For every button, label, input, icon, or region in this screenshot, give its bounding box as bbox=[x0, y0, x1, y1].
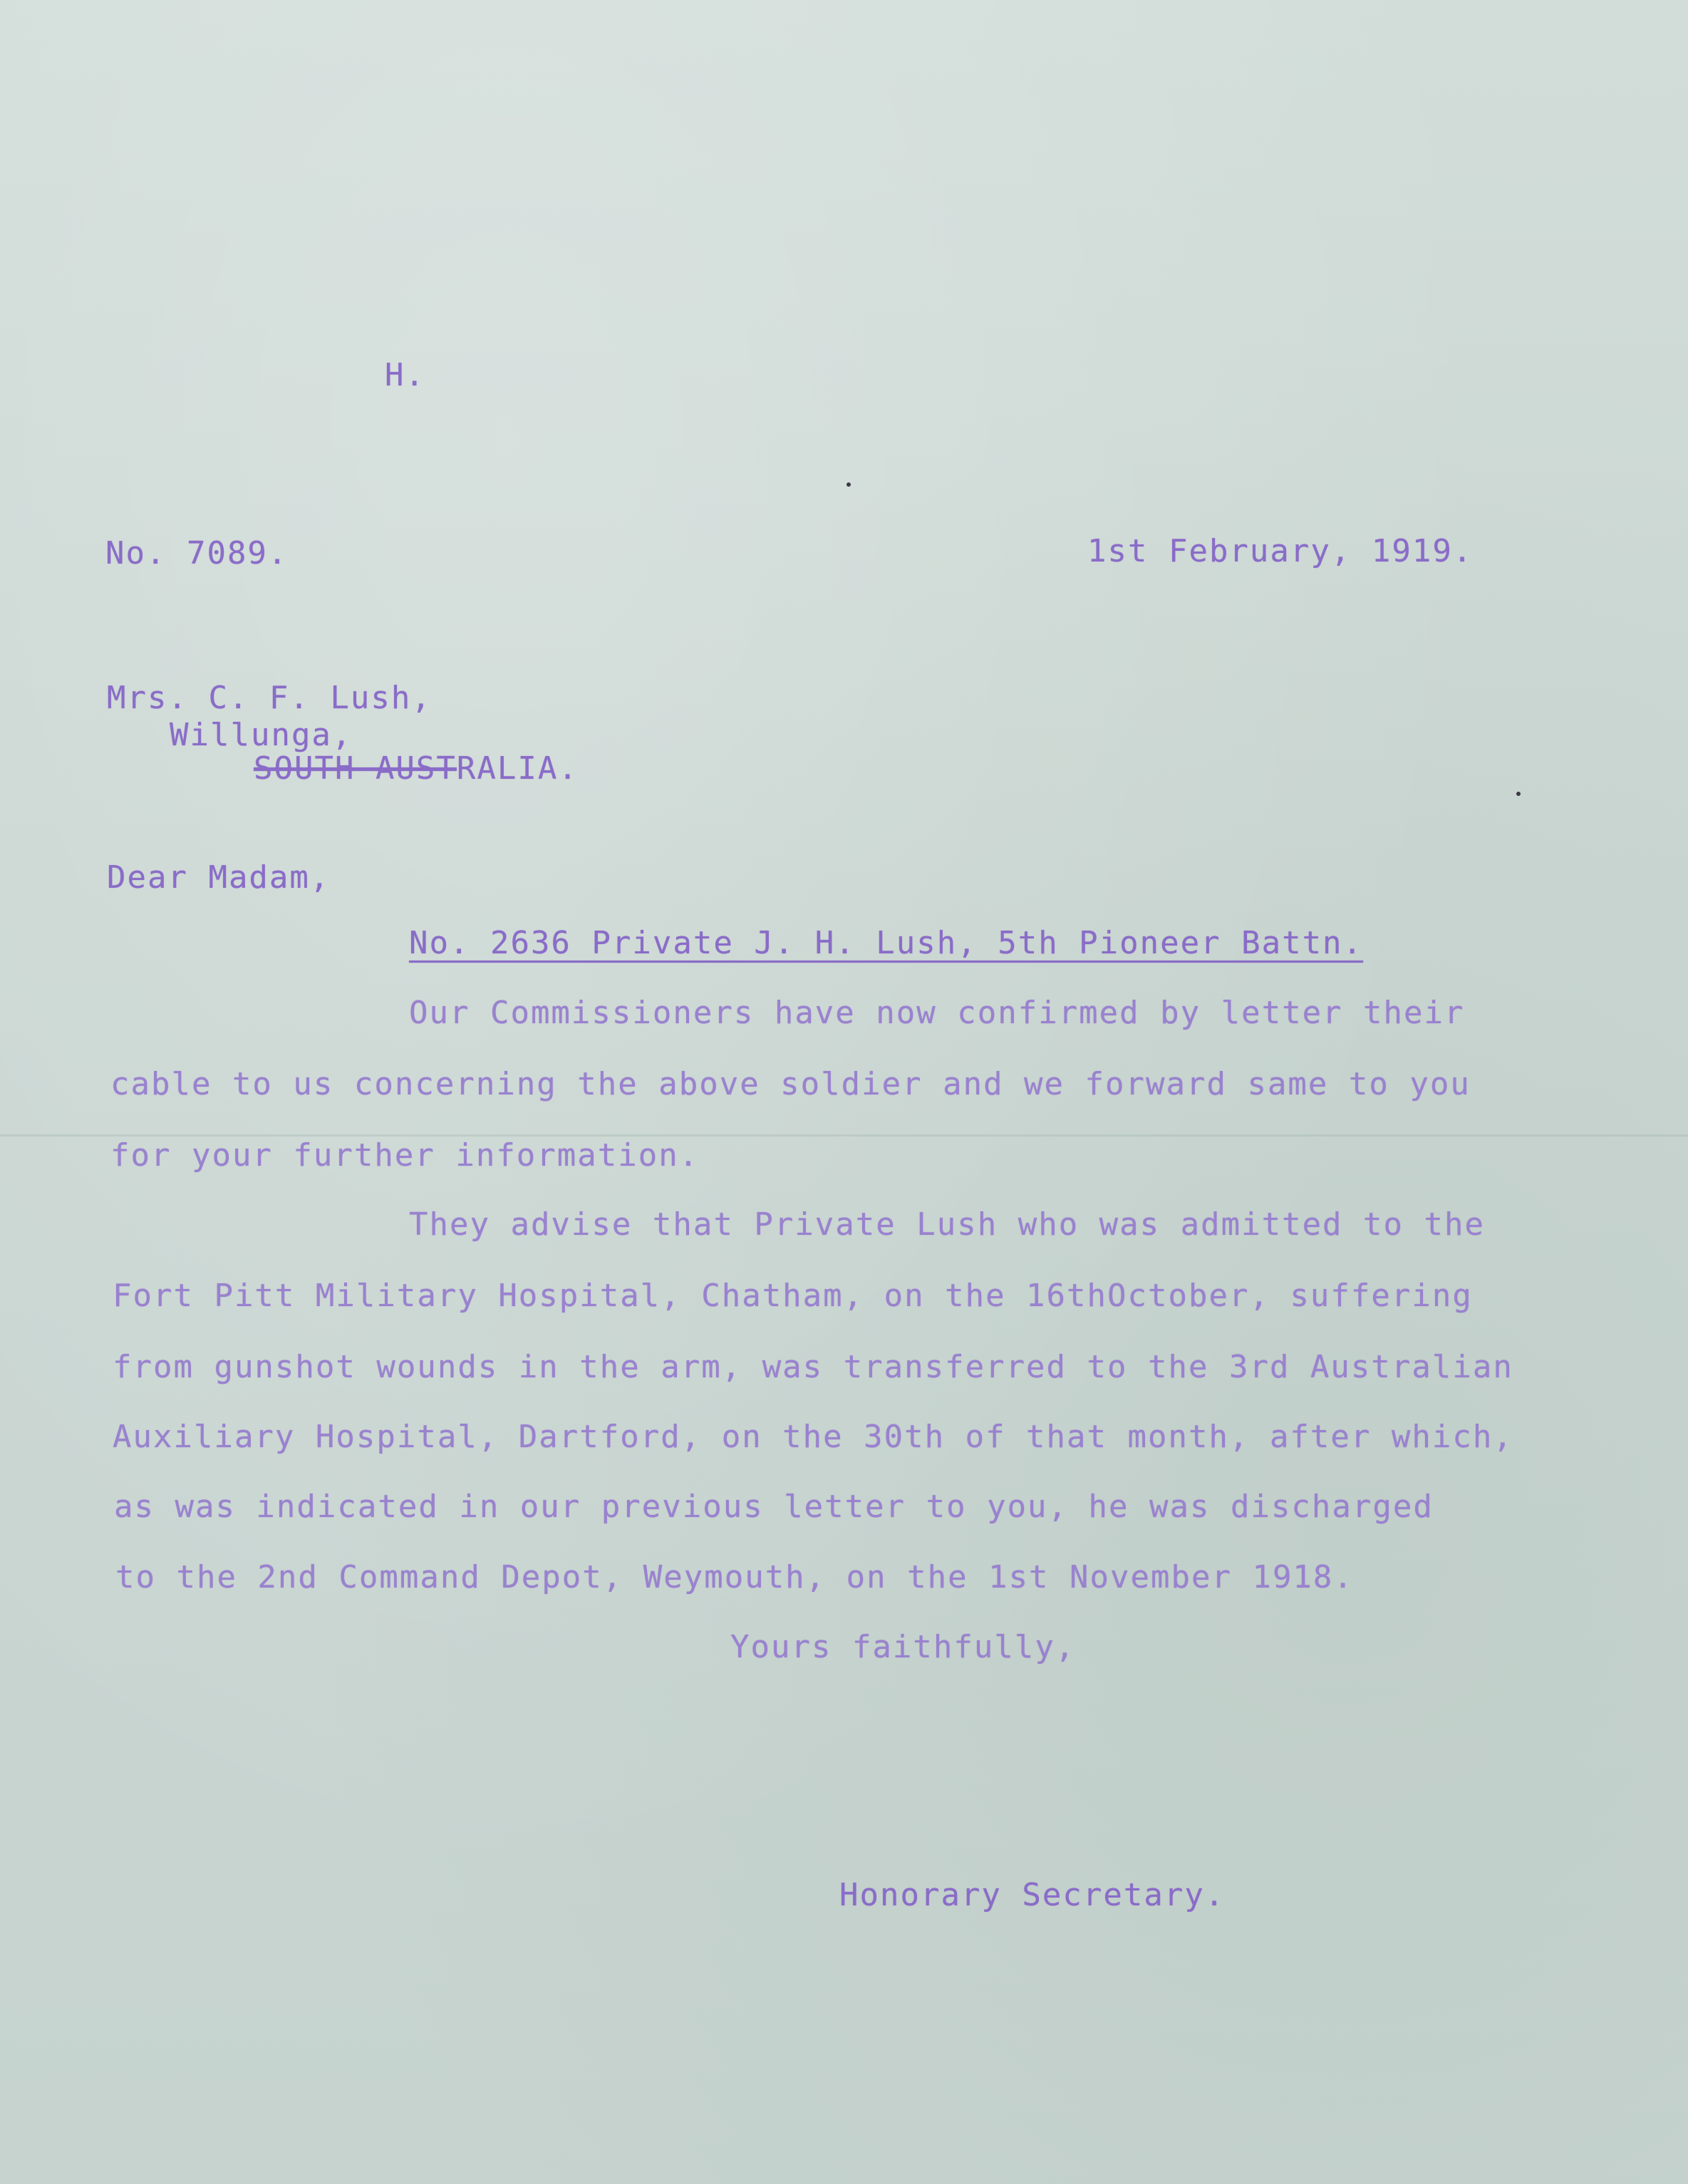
letter-date: 1st February, 1919. bbox=[1087, 533, 1474, 569]
body-line: They advise that Private Lush who was admitted to the bbox=[409, 1206, 1485, 1243]
paper-fold-line bbox=[0, 1134, 1688, 1137]
signature-title: Honorary Secretary. bbox=[839, 1877, 1226, 1913]
paper-speck bbox=[1516, 792, 1521, 796]
recipient-town: Willunga, bbox=[170, 717, 353, 753]
closing: Yours faithfully, bbox=[730, 1629, 1076, 1665]
body-line: Our Commissioners have now confirmed by letter their bbox=[409, 995, 1465, 1031]
body-line: to the 2nd Command Depot, Weymouth, on the 1st November 1918. bbox=[115, 1559, 1354, 1595]
reference-number: No. 7089. bbox=[105, 535, 289, 571]
body-line: Auxiliary Hospital, Dartford, on the 30th of that month, after which, bbox=[113, 1419, 1513, 1455]
body-line: as was indicated in our previous letter to you, he was discharged bbox=[114, 1489, 1434, 1525]
salutation: Dear Madam, bbox=[107, 859, 331, 896]
body-line: from gunshot wounds in the arm, was transferred to the 3rd Australian bbox=[113, 1349, 1513, 1385]
body-line: for your further information. bbox=[110, 1137, 700, 1174]
paper-speck bbox=[846, 482, 851, 487]
letter-initial: H. bbox=[385, 357, 425, 393]
recipient-name: Mrs. C. F. Lush, bbox=[107, 680, 432, 716]
recipient-state bbox=[254, 750, 579, 787]
subject-line: No. 2636 Private J. H. Lush, 5th Pioneer Battn. bbox=[409, 925, 1364, 961]
body-line: Fort Pitt Military Hospital, Chatham, on the 16thOctober, suffering bbox=[113, 1278, 1473, 1314]
body-line: cable to us concerning the above soldier and we forward same to you bbox=[110, 1066, 1471, 1102]
recipient-state-struck: SOUTH AUST bbox=[254, 750, 457, 787]
recipient-state-rest: RALIA. bbox=[456, 750, 579, 787]
